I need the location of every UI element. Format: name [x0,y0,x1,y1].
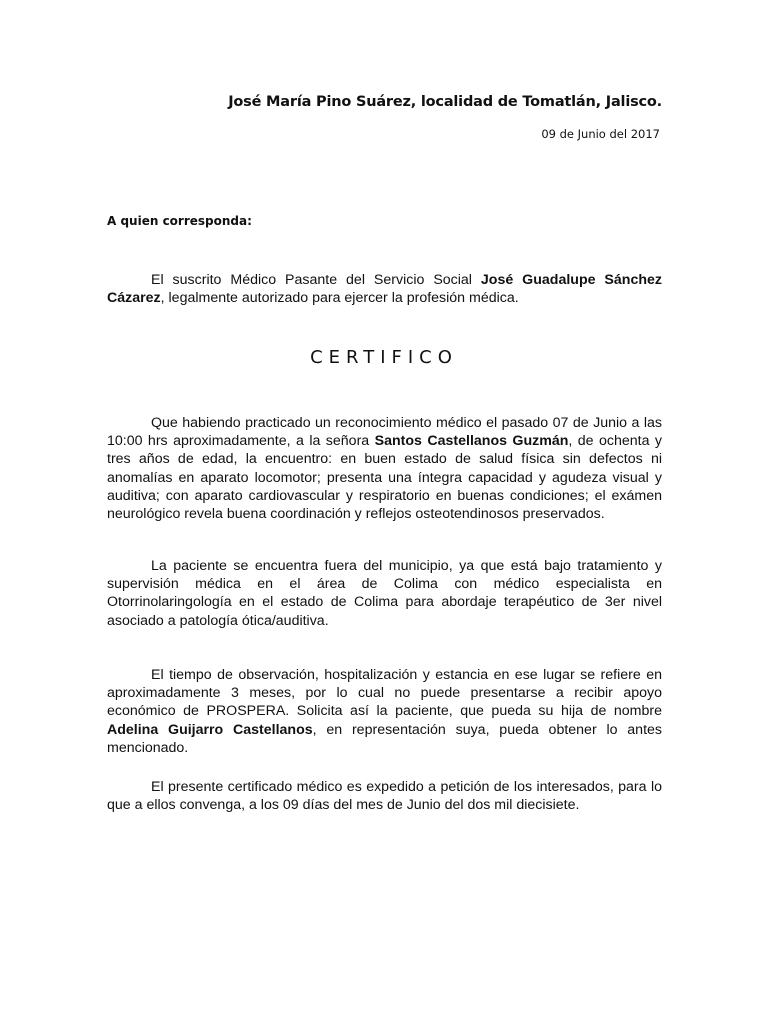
patient-name: Santos Castellanos Guzmán [374,433,569,450]
exam-text-start: Que habiendo practicado un reconocimiento médico el pasado 07 de Junio a las 10:00 hrs aproximadamente, a la señora [107,415,662,450]
daughter-name: Adelina Guijarro Castellanos [107,721,313,738]
salutation: A quien corresponda: [107,214,252,228]
certificate-title: CERTIFICO [310,347,458,368]
observation-text-end: , en representación suya, pueda obtener lo antes mencionado. [107,721,662,756]
exam-text-end: , de ochenta y tres años de edad, la encuentro: en buen estado de salud física sin defectos ni anomalías en aparato locomotor; presenta una íntegra capacidad y agudeza visual y auditiva; con aparato cardiovascular y respiratorio en buenas condiciones; el exámen neurológico revela buena coordinación y reflejos osteotendinosos preservados. [107,433,663,523]
intro-text-start: El suscrito Médico Pasante del Servicio Social [151,272,481,288]
document-date: 09 de Junio del 2017 [541,127,660,141]
treatment-paragraph: La paciente se encuentra fuera del municipio, ya que está bajo tratamiento y supervisión médica en el área de Colima con médico especialista en Otorrinolaringología en el estado de Colima para abordaje terapéutico de 3er nivel asociado a patología ótica/auditiva. [107,558,662,629]
intro-paragraph [107,271,662,307]
intro-text-end: , legalmente autorizado para ejercer la profesión médica. [160,290,519,307]
observation-paragraph [107,666,662,757]
observation-text-start: El tiempo de observación, hospitalización y estancia en ese lugar se refiere en aproximadamente 3 meses, por lo cual no puede presentarse a recibir apoyo económico de PROSPERA. Solicita así la paciente, que pueda su hija de nombre [107,667,662,720]
exam-paragraph [107,414,662,523]
doctor-name: José Guadalupe Sánchez Cázarez [107,272,662,307]
place-heading: José María Pino Suárez, localidad de Tomatlán, Jalisco. [228,94,662,110]
closing-paragraph: El presente certificado médico es expedido a petición de los interesados, para lo que a ellos convenga, a los 09 días del mes de Junio del dos mil diecisiete. [107,779,662,814]
